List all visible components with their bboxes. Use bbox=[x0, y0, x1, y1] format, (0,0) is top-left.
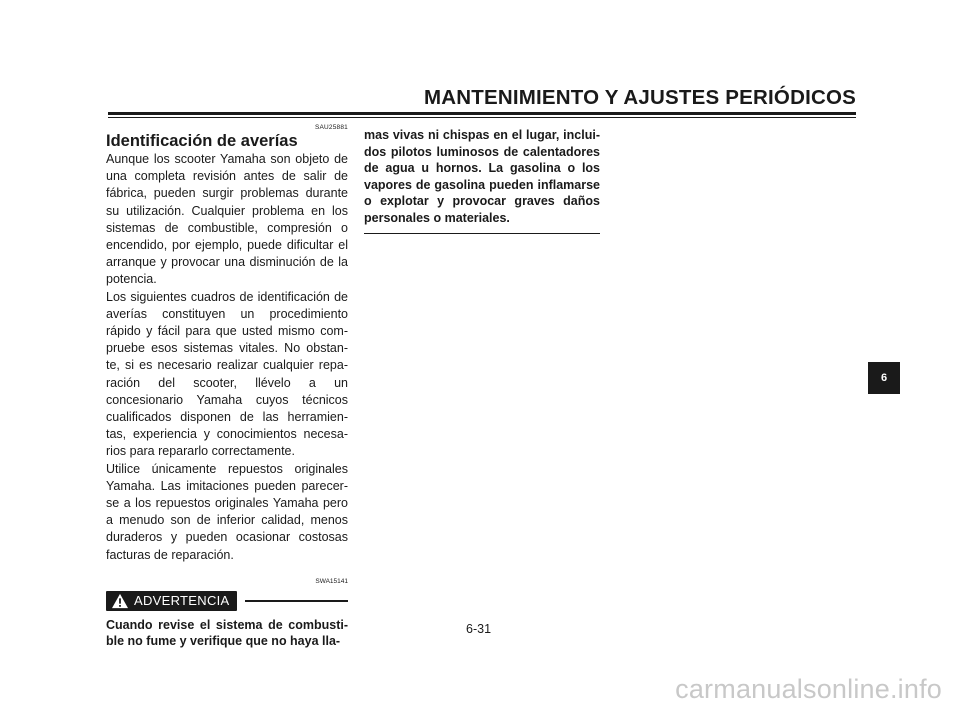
section-title: Identificación de averías bbox=[106, 132, 298, 150]
warning-code: SWA15141 bbox=[315, 577, 348, 585]
chapter-tab: 6 bbox=[868, 362, 900, 394]
section-code: SAU25881 bbox=[314, 124, 348, 131]
warning-text-part1: Cuando revise el sistema de combusti- ble no fume y verifique que no haya lla- bbox=[106, 617, 348, 649]
warning-text-part2: mas vivas ni chispas en el lugar, inclui- dos pilotos luminosos de calentadores de agua u hornos. La gasolina o los vapores de gasolina pueden inflamarse o explotar y provocar graves daños personales o materiales. bbox=[364, 128, 600, 225]
page-number: 6-31 bbox=[466, 622, 492, 636]
paragraph-3: Utilice únicamente repuestos originales Yamaha. Las imitaciones pueden parecer- se a los repuestos originales Yamaha pero a menudo son de inferior calidad, menos duraderos y pueden ocasionar costosas facturas de reparación. bbox=[106, 461, 348, 562]
right-column bbox=[364, 127, 600, 234]
warning-triangle-icon bbox=[111, 593, 129, 609]
warning-rule bbox=[245, 600, 348, 602]
chapter-title: MANTENIMIENTO Y AJUSTES PERIÓDICOS bbox=[423, 86, 856, 109]
watermark: carmanualsonline.info bbox=[675, 674, 942, 704]
warning-header bbox=[106, 591, 348, 611]
warning-label: ADVERTENCIA bbox=[134, 593, 230, 609]
paragraph-1: Aunque los scooter Yamaha son objeto de una completa revisión antes de salir de fábrica, pueden surgir problemas durante su utilización. Cualquier problema en los sistemas de combustible, compresión o encendido, por ejemplo, puede dificultar el arranque y provocar una disminución de la potencia. bbox=[106, 152, 348, 287]
warning-badge bbox=[106, 591, 237, 611]
paragraph-2: Los siguientes cuadros de identificación de averías constituyen un procedimiento rápido y fácil para que usted mismo com- pruebe esos sistemas vitales. No obstan- te, si es necesario realizar cualquier repa- ración del scooter, llévelo a un concesionario Yamaha cuyos técnicos cualificados disponen de las herramien- tas, experiencia y conocimientos necesa- rios para repararlo correctamente. bbox=[106, 289, 348, 459]
left-column bbox=[106, 124, 348, 650]
header-rule-thin bbox=[108, 117, 856, 118]
warning-end-rule bbox=[364, 233, 600, 235]
header-rule bbox=[108, 112, 856, 115]
